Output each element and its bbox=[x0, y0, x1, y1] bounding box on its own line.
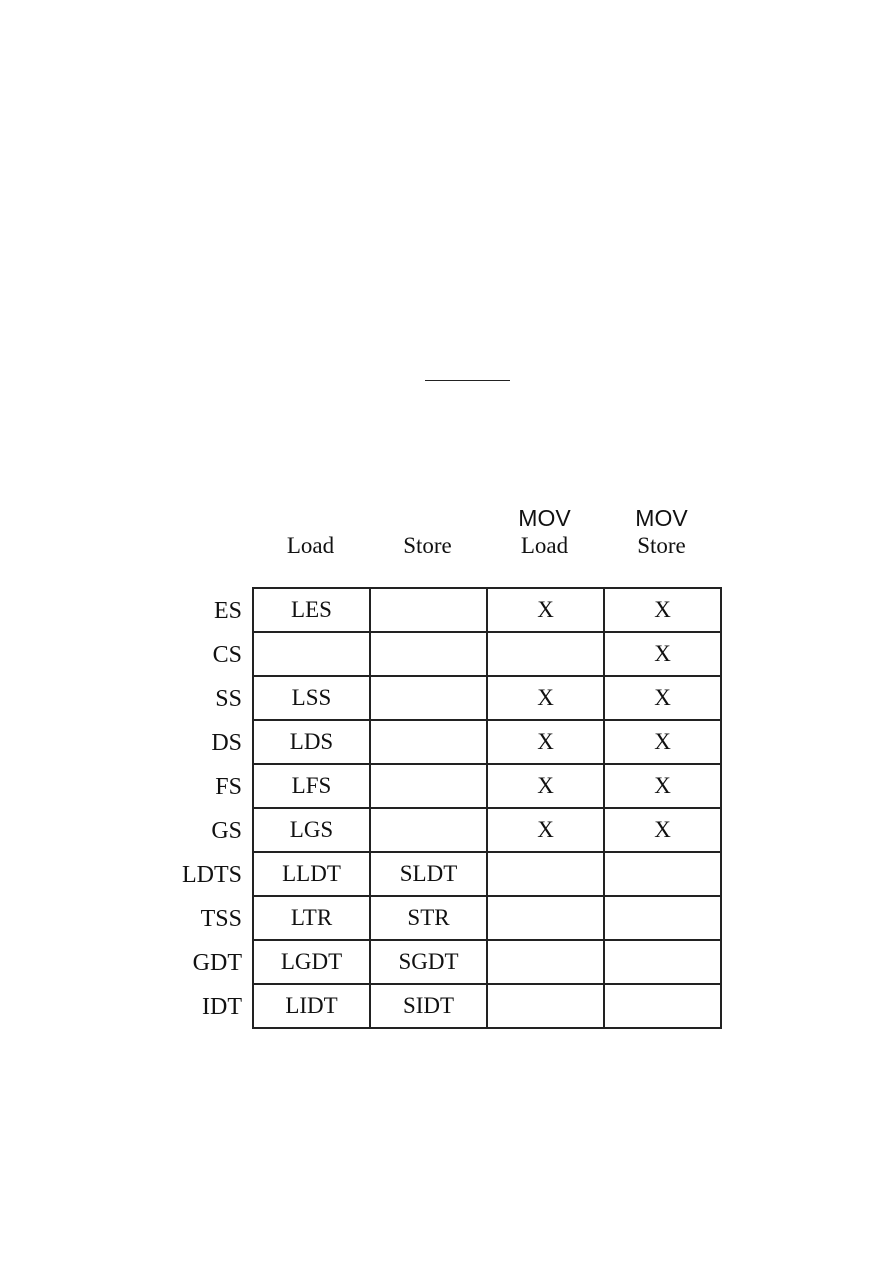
table-cell: SGDT bbox=[370, 940, 487, 984]
row-label-es: ES bbox=[213, 598, 242, 624]
instruction-table bbox=[252, 587, 722, 1029]
table-row bbox=[253, 720, 721, 764]
row-label-ss: SS bbox=[215, 686, 242, 712]
table-cell: STR bbox=[370, 896, 487, 940]
table-cell bbox=[370, 764, 487, 808]
column-header-mov-load bbox=[486, 500, 603, 560]
table-cell: X bbox=[487, 588, 604, 632]
table-cell: SLDT bbox=[370, 852, 487, 896]
row-label-idt: IDT bbox=[202, 994, 242, 1020]
table-cell bbox=[370, 676, 487, 720]
table-cell: LDS bbox=[253, 720, 370, 764]
table-cell: LGDT bbox=[253, 940, 370, 984]
column-header-line: MOV bbox=[518, 505, 571, 531]
table-cell bbox=[487, 896, 604, 940]
table-cell: X bbox=[604, 808, 721, 852]
table-cell bbox=[604, 984, 721, 1028]
row-label-gs: GS bbox=[211, 818, 242, 844]
table-cell bbox=[487, 852, 604, 896]
table-cell: X bbox=[604, 632, 721, 676]
table-cell: LTR bbox=[253, 896, 370, 940]
table-cell: LES bbox=[253, 588, 370, 632]
horizontal-rule bbox=[425, 380, 510, 381]
table-row bbox=[253, 896, 721, 940]
table-cell: X bbox=[487, 764, 604, 808]
row-label-gdt: GDT bbox=[192, 950, 242, 976]
row-label-tss: TSS bbox=[200, 906, 242, 932]
row-label-fs: FS bbox=[215, 774, 242, 800]
table-cell: X bbox=[487, 676, 604, 720]
column-header-mov-store bbox=[603, 500, 720, 560]
column-header-line: Load bbox=[286, 533, 335, 558]
column-header-line: Load bbox=[520, 533, 569, 558]
row-label-ldts: LDTS bbox=[182, 862, 242, 888]
table-cell bbox=[370, 588, 487, 632]
table-row bbox=[253, 676, 721, 720]
table-cell: X bbox=[487, 808, 604, 852]
table-cell: SIDT bbox=[370, 984, 487, 1028]
table-cell: LIDT bbox=[253, 984, 370, 1028]
table-cell: LGS bbox=[253, 808, 370, 852]
table-cell: X bbox=[487, 720, 604, 764]
table-row bbox=[253, 940, 721, 984]
table-row bbox=[253, 764, 721, 808]
row-label-ds: DS bbox=[211, 730, 242, 756]
table-cell bbox=[370, 808, 487, 852]
table-cell: X bbox=[604, 588, 721, 632]
table-row bbox=[253, 632, 721, 676]
column-header-line: Store bbox=[403, 533, 452, 558]
table-cell bbox=[370, 632, 487, 676]
column-header-load bbox=[252, 500, 369, 560]
table-cell bbox=[253, 632, 370, 676]
table-cell bbox=[604, 896, 721, 940]
row-label-cs: CS bbox=[212, 642, 242, 668]
table-cell bbox=[487, 984, 604, 1028]
table-cell bbox=[487, 940, 604, 984]
table-cell bbox=[370, 720, 487, 764]
table-cell: X bbox=[604, 720, 721, 764]
table-cell bbox=[604, 852, 721, 896]
table-cell: LSS bbox=[253, 676, 370, 720]
table-row bbox=[253, 852, 721, 896]
column-header-store bbox=[369, 500, 486, 560]
table-row bbox=[253, 808, 721, 852]
table-cell: X bbox=[604, 676, 721, 720]
table-cell: X bbox=[604, 764, 721, 808]
table-cell bbox=[604, 940, 721, 984]
table-cell: LLDT bbox=[253, 852, 370, 896]
table-cell bbox=[487, 632, 604, 676]
table-row bbox=[253, 588, 721, 632]
column-header-line: MOV bbox=[635, 505, 688, 531]
table-cell: LFS bbox=[253, 764, 370, 808]
table-row bbox=[253, 984, 721, 1028]
column-header-line: Store bbox=[637, 533, 686, 558]
